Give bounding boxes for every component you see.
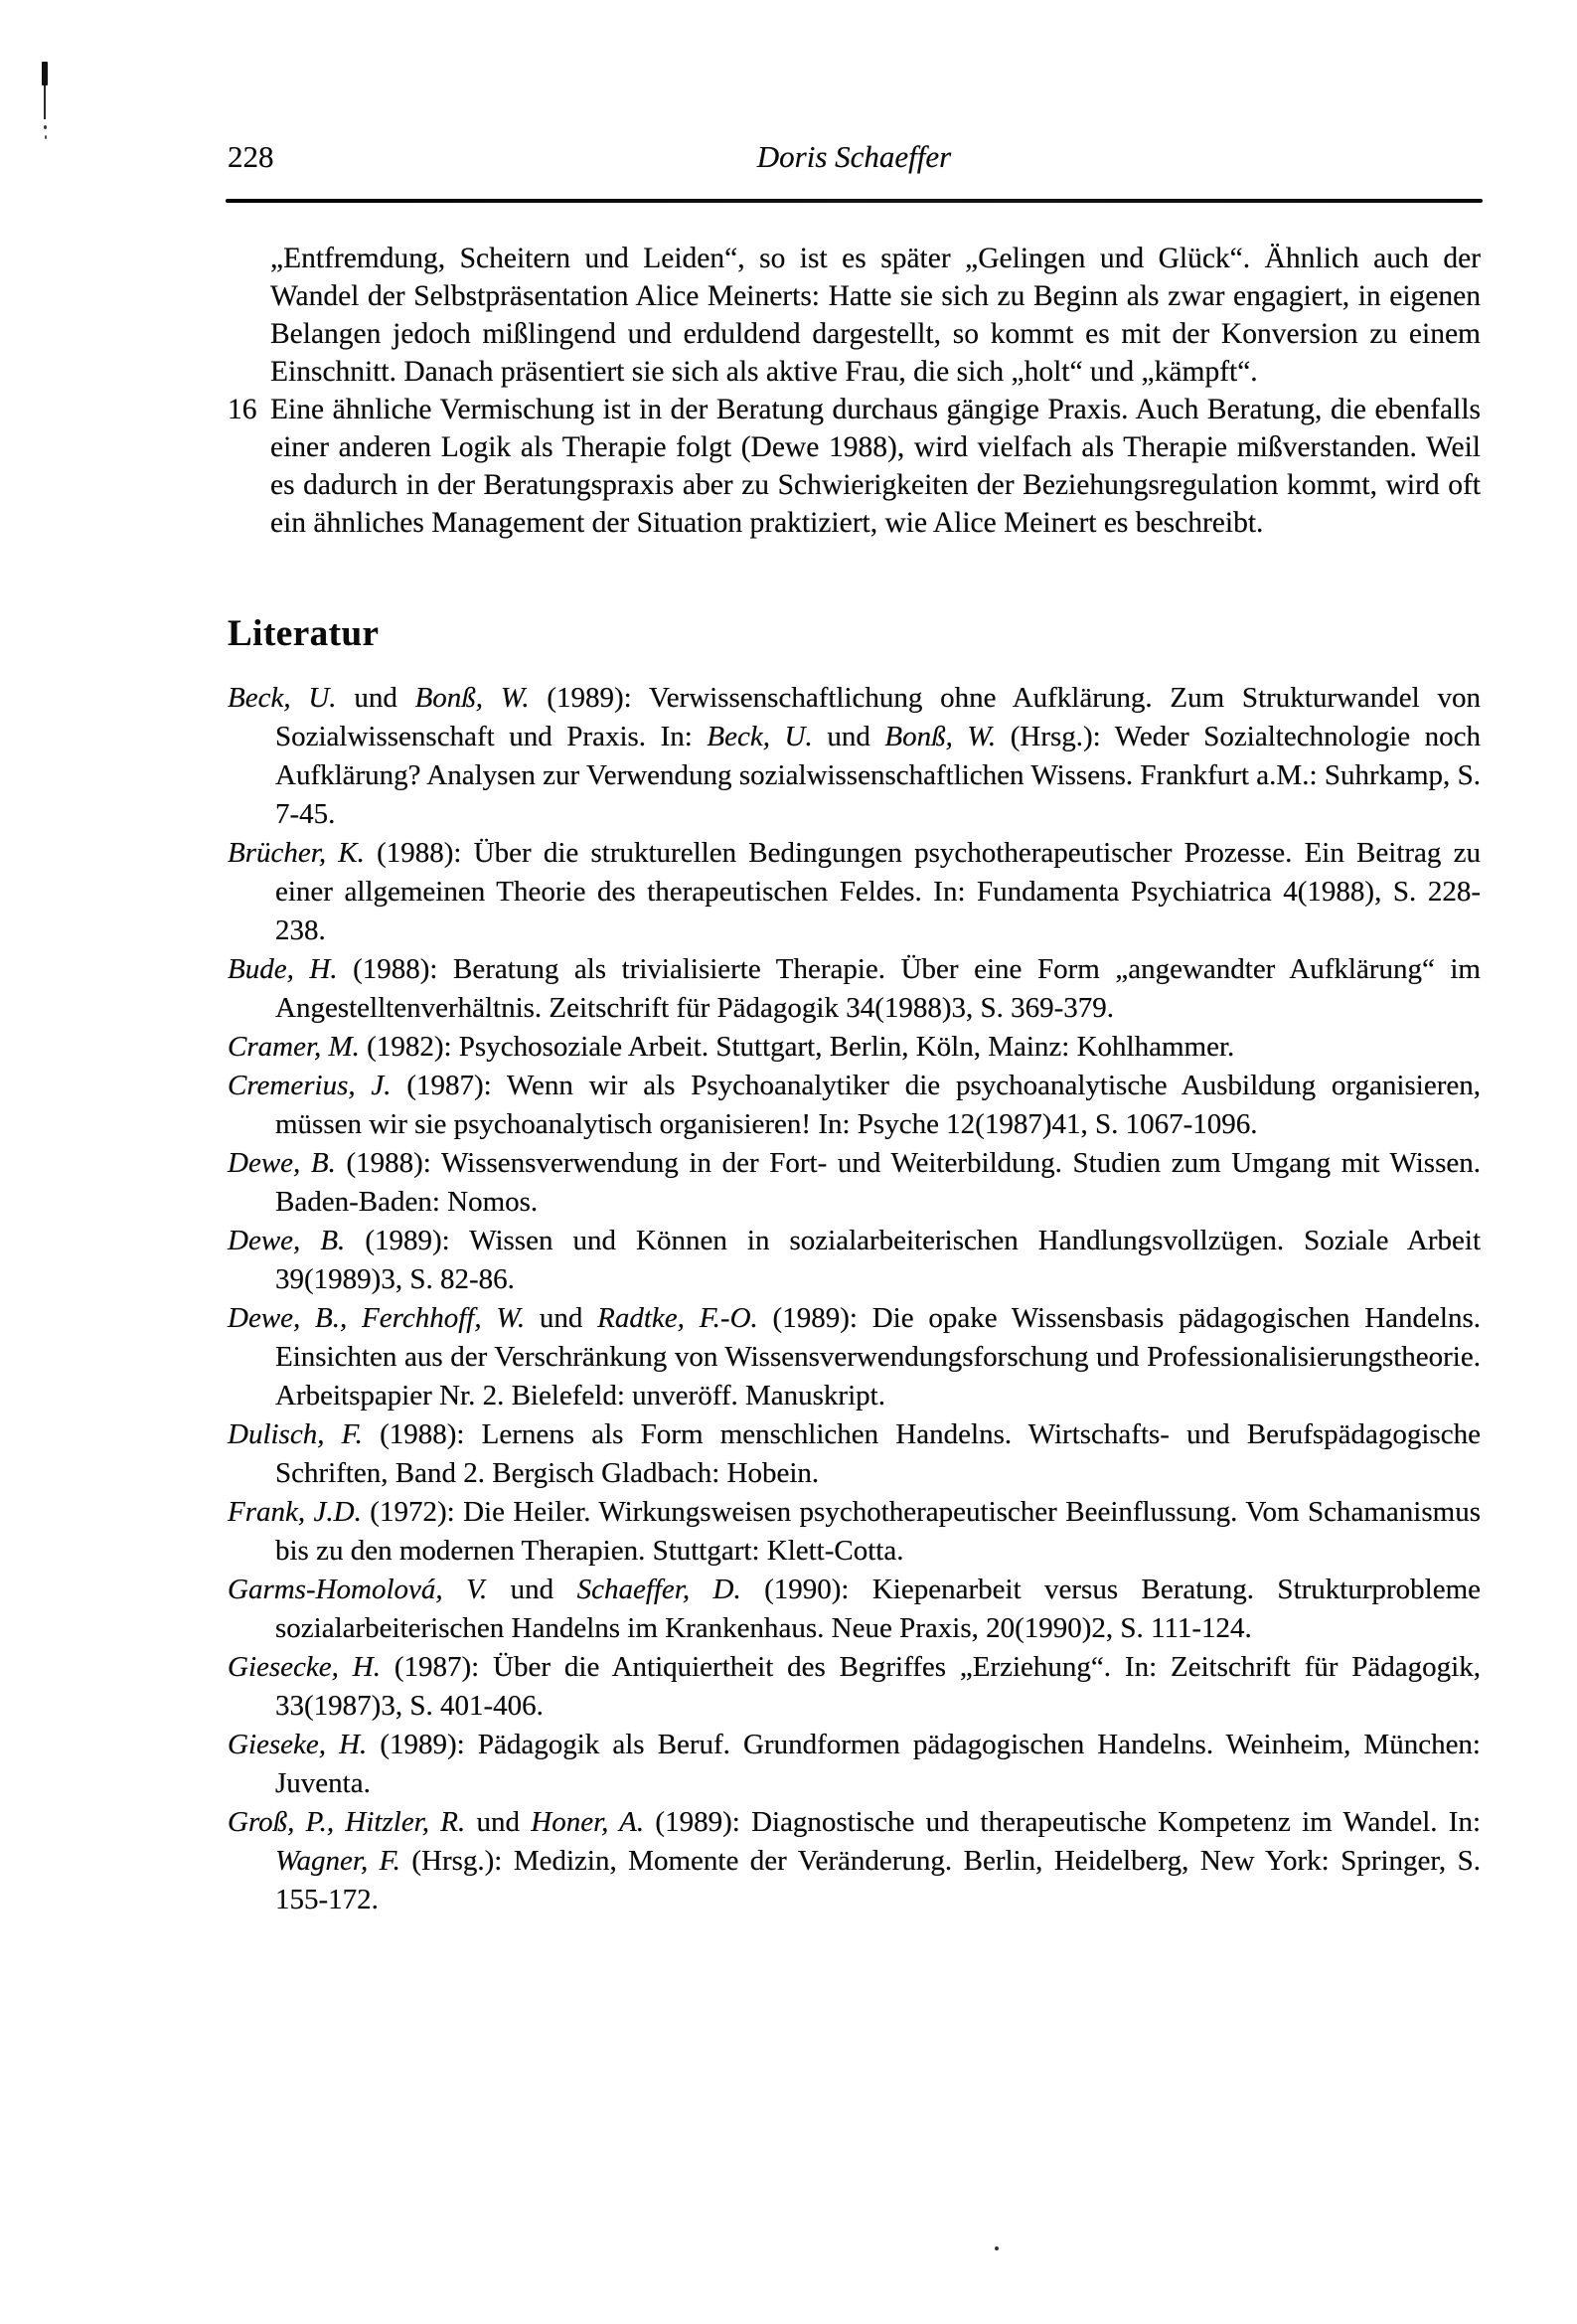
- reference-text: (1987): Über die Antiquiertheit des Begriffes „Erziehung“. In: Zeitschrift für Pädagogik, 33(1987)3, S. 401-406.: [275, 1651, 1481, 1722]
- reference-text: (Hrsg.): Weder Sozialtechnologie noch Aufklärung? Analysen zur Verwendung sozialwissenschaftlichen Wissens. Frankfurt a.M.: Suhrkamp, S. 7-45.: [275, 721, 1482, 830]
- reference-text: und: [487, 1574, 577, 1605]
- reference-text: (1972): Die Heiler. Wirkungsweisen psychotherapeutischer Beeinflussung. Vom Schamanismus bis zu den modernen Therapien. Stuttgart: Klett-Cotta.: [275, 1496, 1481, 1567]
- scan-artifact-dot: [44, 125, 47, 129]
- reference-author: Dulisch, F.: [228, 1418, 363, 1450]
- footnote-16-number: 16: [228, 394, 257, 425]
- reference-text: und: [812, 721, 885, 752]
- reference-entry: [228, 1726, 1481, 1803]
- reference-text: (1989): Verwissenschaftlichung ohne Aufklärung. Zum Strukturwandel von Sozialwissenschaft und Praxis. In:: [275, 682, 1482, 752]
- reference-text: (1987): Wenn wir als Psychoanalytiker die psychoanalytische Ausbildung organisieren, müssen wir sie psychoanalytisch organisieren! In: Psyche 12(1987)41, S. 1067-1096.: [275, 1070, 1481, 1140]
- reference-entry: [228, 1648, 1481, 1726]
- literature-heading: Literatur: [228, 613, 380, 654]
- page-content: [228, 0, 1481, 1919]
- reference-entry: [228, 1571, 1481, 1648]
- reference-entry: [228, 679, 1481, 834]
- scan-artifact-streak-tail: [44, 85, 46, 119]
- reference-author: Beck, U.: [707, 721, 813, 752]
- reference-author: Cremerius, J.: [228, 1070, 392, 1101]
- reference-author: Schaeffer, D.: [576, 1574, 741, 1605]
- reference-author: Wagner, F.: [275, 1845, 400, 1877]
- reference-text: (1988): Wissensverwendung in der Fort- und Weiterbildung. Studien zum Umgang mit Wissen. Baden-Baden: Nomos.: [275, 1147, 1482, 1218]
- reference-author: Dewe, B.: [228, 1225, 346, 1256]
- footnote-16-text: Eine ähnliche Vermischung ist in der Beratung durchaus gängige Praxis. Auch Beratung, die ebenfalls einer anderen Logik als Therapie folgt (Dewe 1988), wird vielfach als Therapie mißverstanden. Weil es dadurch in der Beratungspraxis aber zu Schwierigkeiten der Beziehungsregulation kommt, wird oft ein ähnliches Management der Situation praktiziert, wie Alice Meinert es beschreibt.: [270, 394, 1481, 539]
- reference-text: (Hrsg.): Medizin, Momente der Veränderung. Berlin, Heidelberg, New York: Springer, S. 155-172.: [275, 1845, 1481, 1915]
- reference-author: Beck, U.: [228, 682, 337, 714]
- reference-author: Bude, H.: [228, 953, 338, 985]
- reference-author: Brücher, K.: [228, 837, 365, 869]
- reference-author: Bonß, W.: [414, 682, 530, 714]
- reference-author: Dewe, B.: [228, 1147, 336, 1179]
- reference-author: Dewe, B., Ferchhoff, W.: [228, 1302, 526, 1334]
- scan-artifact-speck: [995, 2246, 999, 2250]
- reference-entry: [228, 1415, 1481, 1493]
- page-number: 228: [228, 139, 274, 174]
- reference-text: (1988): Über die strukturellen Bedingungen psychotherapeutischer Prozesse. Ein Beitrag zu einer allgemeinen Theorie des therapeutischen Feldes. In: Fundamenta Psychiatrica 4(1988), S. 228-238.: [275, 837, 1481, 946]
- reference-author: Frank, J.D.: [228, 1496, 362, 1528]
- scan-artifact-dot: [45, 135, 47, 139]
- reference-text: (1990): Kiepenarbeit versus Beratung. Strukturprobleme sozialarbeiterischen Handelns im Krankenhaus. Neue Praxis, 20(1990)2, S. 111-124.: [275, 1574, 1482, 1644]
- reference-author: Groß, P., Hitzler, R.: [228, 1806, 466, 1838]
- reference-author: Radtke, F.-O.: [597, 1302, 758, 1334]
- reference-text: (1989): Wissen und Können in sozialarbeiterischen Handlungsvollzügen. Soziale Arbeit 39(1989)3, S. 82-86.: [275, 1225, 1482, 1295]
- reference-entry: [228, 1493, 1481, 1571]
- reference-text: (1988): Lernens als Form menschlichen Handelns. Wirtschafts- und Berufspädagogische Schriften, Band 2. Bergisch Gladbach: Hobein.: [275, 1418, 1481, 1489]
- reference-text: (1989): Pädagogik als Beruf. Grundformen pädagogischen Handelns. Weinheim, München: Juventa.: [275, 1729, 1481, 1799]
- reference-author: Honer, A.: [531, 1806, 645, 1838]
- reference-author: Garms-Homolová, V.: [228, 1574, 488, 1605]
- footnote-15-continuation: „Entfremdung, Scheitern und Leiden“, so ist es später „Gelingen und Glück“. Ähnlich auch der Wandel der Selbstpräsentation Alice Meinerts: Hatte sie sich zu Beginn als zwar engagiert, in eigenen Belangen jedoch mißlingend und erduldend dargestellt, so kommt es mit der Konversion zu einem Einschnitt. Danach präsentiert sie sich als aktive Frau, die sich „holt“ und „kämpft“.: [270, 243, 1481, 388]
- scan-artifact-streak: [42, 62, 48, 85]
- reference-entry: [228, 1028, 1481, 1067]
- running-title: Doris Schaeffer: [756, 139, 952, 174]
- reference-entry: [228, 1803, 1481, 1919]
- reference-entry: [228, 950, 1481, 1028]
- reference-entry: [228, 1067, 1481, 1144]
- reference-text: (1989): Diagnostische und therapeutische Kompetenz im Wandel. In:: [644, 1806, 1482, 1838]
- reference-text: und: [336, 682, 415, 714]
- reference-entry: [228, 1144, 1481, 1222]
- reference-text: (1982): Psychosoziale Arbeit. Stuttgart, Berlin, Köln, Mainz: Kohlhammer.: [359, 1031, 1235, 1063]
- reference-author: Gieseke, H.: [228, 1729, 368, 1760]
- reference-author: Cramer, M.: [228, 1031, 360, 1063]
- reference-author: Giesecke, H.: [228, 1651, 381, 1683]
- reference-list: [228, 679, 1481, 1919]
- footnote-16: [228, 391, 1481, 542]
- reference-text: (1988): Beratung als trivialisierte Therapie. Über eine Form „angewandter Aufklärung“ im Angestelltenverhältnis. Zeitschrift für Pädagogik 34(1988)3, S. 369-379.: [275, 953, 1481, 1024]
- reference-author: Bonß, W.: [884, 721, 997, 752]
- reference-entry: [228, 834, 1481, 950]
- reference-text: und: [465, 1806, 532, 1838]
- reference-text: (1989): Die opake Wissensbasis pädagogischen Handelns. Einsichten aus der Verschränkung von Wissensverwendungsforschung und Professionalisierungstheorie. Arbeitspapier Nr. 2. Bielefeld: unveröff. Manuskript.: [275, 1302, 1481, 1411]
- reference-entry: [228, 1299, 1481, 1415]
- reference-entry: [228, 1222, 1481, 1299]
- reference-text: und: [525, 1302, 598, 1334]
